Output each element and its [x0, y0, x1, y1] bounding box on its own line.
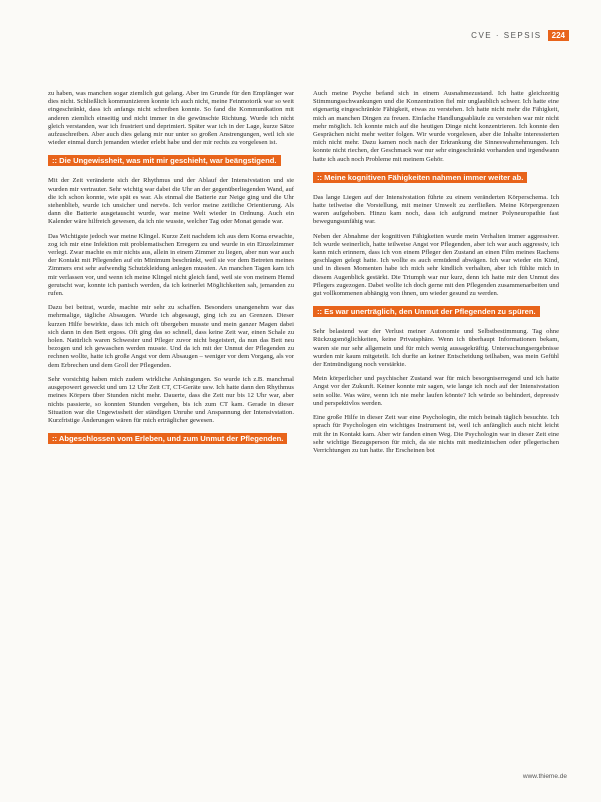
- paragraph: Das lange Liegen auf der Intensivstation führte zu einem veränderten Körperschema. Ich hatte teilweise die Vorstellung, mit meiner Umwelt zu zerfließen. Meine Körpergrenzen waren aufgehoben. Hinzu kam noch, dass ich aufgrund meiner Polyneuropathie fast bewegungsunfähig war.: [313, 193, 559, 226]
- pull-quote-text: :: Abgeschlossen vom Erleben, und zum Unmut der Pflegenden.: [48, 433, 287, 444]
- paragraph: Mein körperlicher und psychischer Zustand war für mich besorgniserregend und ich hatte Angst vor der Zukunft. Keiner konnte mir sagen, wie lange ich noch auf der Intensivstation sein sollte. Was wäre, wenn ich nie mehr laufen könnte? Ich würde so behindert, depressiv und perspektivlos werden.: [313, 375, 559, 407]
- page-header: [471, 30, 569, 41]
- paragraph: Eine große Hilfe in dieser Zeit war eine Psychologin, die mich beinah täglich besuchte. Ich sprach für Psychologen ein wichtiges Instrument ist, weil ich anfänglich auch nicht leicht mit ihr in Kontakt kam. Aber wir fanden einen Weg. Die Psychologin war in dieser Zeit eine sehr wichtige Bezugsperson für mich, da sie nichts mit medizinischen oder pflegerischen Verrichtungen zu tun hatte. Ihr Erscheinen bot: [313, 414, 559, 454]
- footer-url[interactable]: www.thieme.de: [522, 773, 567, 780]
- paragraph: Dazu bei beitrat, wurde, machte mir sehr zu schaffen. Besonders unangenehm war das mehrmalige, tägliche Absaugen. Wurde ich abgesaugt, ging ich zu an Grenzen. Dieser kurzen Hilfe bewirkte, dass ich mich oft übergeben musste und mein ganzer Magen dabei sich dann in den Bett ergoss. Oft ging das so schnell, dass keine Zeit war, einen Schale zu holen. Natürlich waren Schwester und Pfleger zuvor nicht begeistert, da nun das Bett neu bezogen und ich gewaschen werden musste. Und da ich mit der Unmut der Pflegenden zu rechnen wollte, hatte ich große Angst vor dem Absaugen – weniger vor dem Vorgang, als vor dem Erbrechen und dem Groll der Pflegenden.: [48, 304, 294, 369]
- left-column: [48, 90, 294, 780]
- paragraph: Sehr vorsichtig haben mich zudem wirkliche Anhängungen. So wurde ich z.B. manchmal ausgepowert geweckt und um 12 Uhr Zeit CT, CT-Geräte usw. Ich hatte dann den Rhythmus meines Körpers über Stunden nicht mehr. Dauerte, dass die Zeit nur bis 12 Uhr war, aber nichts passierte, so konnten Stunden vergehen, bis ich zum CT kam. Gerade in dieser Situation war die Ungewissheit der ständigen Unruhe und Anspannung der Intensivstation. Kurzfristige Änderungen wären für mich erträglicher gewesen.: [48, 375, 294, 424]
- pull-quote-text: :: Es war unerträglich, den Unmut der Pflegenden zu spüren.: [313, 306, 540, 317]
- paragraph: Sehr belastend war der Verlust meiner Autonomie und Selbstbestimmung. Tag ohne Rückzugsmöglichkeiten, keine Privatsphäre. Wenn ich überhaupt Informationen bekam, waren sie nur sehr allgemein und für mich wenig aussagekräftig. Untersuchungsergebnisse wurden mir kaum mitgeteilt. Ich durfte an keiner Entscheidung teilhaben, was mein Gefühl der Entmündigung noch verstärkte.: [313, 328, 559, 369]
- pull-quote-2: [48, 433, 294, 445]
- paragraph: Das Wichtigste jedoch war meine Klingel. Kurze Zeit nachdem ich aus dem Koma erwachte, zog ich mir eine Infektion mit problematischen Erregern zu und wurde in ein Einzelzimmer verlegt. Zwar machte es mir nichts aus, allein in einem Zimmer zu liegen, aber nun war auch der Kontakt mit Pflegenden auf ein Minimum beschränkt, weil sie vor dem Betreten meines Zimmers erst sehr aufwendig Schutzkleidung anlegen mussten. An manchen Tagen kam ich mir verlassen vor, und wenn ich meine Klingel nicht gleich fand, weil sie von meinem Hemd gerutscht war, konnte ich panisch werden, da ich keinerlei Möglichkeiten sah, jemanden zu rufen.: [48, 232, 294, 298]
- right-column: [313, 90, 559, 780]
- pull-quote-4: [313, 306, 559, 318]
- pull-quote-1: [48, 155, 294, 167]
- paragraph: Auch meine Psyche befand sich in einem Ausnahmezustand. Ich hatte gleichzeitig Stimmungsschwankungen und die Konzentration fiel mir unglaublich schwer. Ich hatte eine eigenartig eingeschränkte Fähigkeit, etwas zu verstehen. Ich hatte nicht mehr die Fähigkeit, mich an manchen Dingen zu freuen. Einfache Handlungsabläufe zu verstehen war mir nicht mehr möglich. Ich konnte mich auf die heutigen Dinge nicht konzentrieren. Ich konnte den Gesprächen nicht mehr weiter folgen. Wir wurde vorgelesen, aber die Inhalte interessierten mich nicht mehr. Dazu kamen noch nach der Erkrankung die Sinneswahrnehmungen. Ich konnte nicht riechen, der Geschmack war nur sehr eingeschränkt vorhanden und irgendwann hatte ich auch noch Probleme mit meinem Gehör.: [313, 90, 559, 163]
- pull-quote-3: [313, 172, 559, 184]
- paragraph: Mit der Zeit veränderte sich der Rhythmus und der Ablauf der Intensivstation und sie wurden mir vertrauter. Sehr wichtig war dabei die Uhr an der gegenüberliegenden Wand, auf die ich schon konnte, wie spät es war. Als einmal die Batterie zur Neige ging und die Uhr stehenblieb, wurde ich unsicher und nervös. Ich verlor meine zeitliche Orientierung. Als dann die Batterie ausgetauscht wurde, war meine Welt wieder in Ordnung. Auch ein Kalender wäre hilfreich gewesen, da ich nie wusste, welcher Tag oder Monat gerade war.: [48, 177, 294, 226]
- section-title: CVE · SEPSIS: [471, 31, 542, 40]
- pull-quote-text: :: Die Ungewissheit, was mit mir geschieht, war beängstigend.: [48, 155, 281, 166]
- page-number-badge: 224: [548, 30, 569, 41]
- pull-quote-text: :: Meine kognitiven Fähigkeiten nahmen immer weiter ab.: [313, 172, 527, 183]
- paragraph: Neben der Abnahme der kognitiven Fähigkeiten wurde mein Verhalten immer aggressiver. Ich wurde weinerlich, hatte teilweise Angst vor Pflegenden, aber ich war auch aggressiv, ich kann mich erinnern, dass ich von einem Pfleger den Zustand an einen Film meines Rachens geschlagen gelegt hatte. Ich wollte es auch ermüdend abwägen. Ich war wieder ein Kind, und in diesen Momenten habe ich mich sehr kindlich verhalten, aber ich fühlte mich in diesem Augenblick gestärkt. Die Triumph war nur kurz, denn ich hatte mir den Unmut des Pflegers zugezogen. Dabei wollte ich doch gerne mit den Pflegenden zusammenarbeiten und gut vollkommenen abhängig von ihnen, um wieder gesund zu werden.: [313, 232, 559, 298]
- paragraph: zu haben, was manchen sogar ziemlich gut gelang. Aber im Grunde für den Empfänger war dies nicht. Schließlich kommunizieren konnte ich auch nicht, meine Feinmotorik war so weit eingeschränkt, dass ich anfangs nicht schreiben konnte. So fand die Kommunikation mit anderen ziemlich einseitig und nicht immer in die gewünschte Richtung. Wurde ich nicht gleich verstanden, war ich frustriert und deprimiert. Später war ich in der Lage, kurze Sätze aufzuschreiben. Aber auch dies gelang mir nur unter so großen Anstrengungen, weil ich sie wieder einmal durch jemanden wieder erlebt habe und der mir rechts zu vorgelesen ist.: [48, 90, 294, 147]
